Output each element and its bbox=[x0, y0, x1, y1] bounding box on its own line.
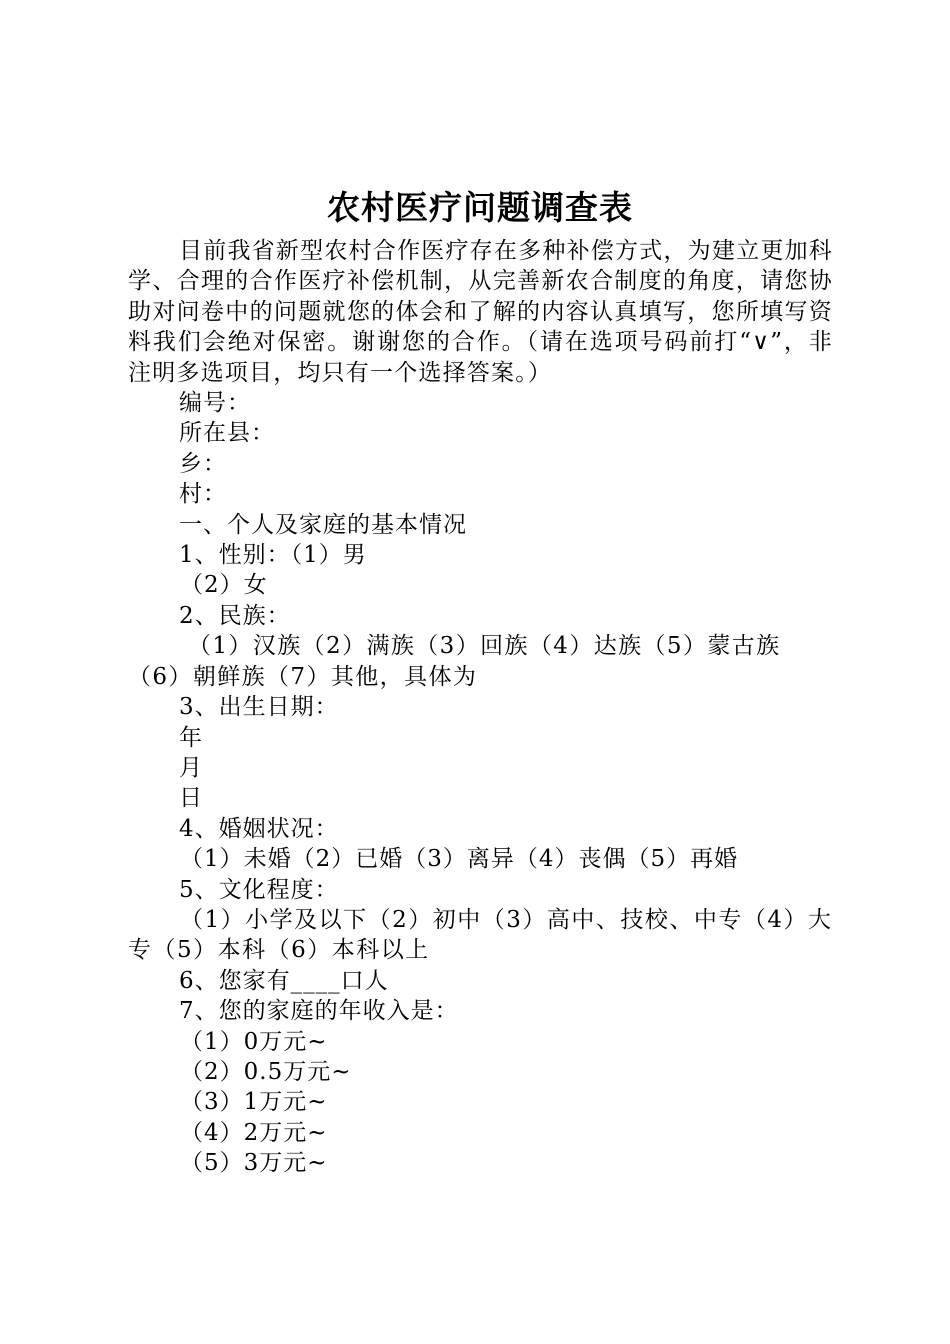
field-village: 村： bbox=[179, 481, 227, 508]
question-income: 7、您的家庭的年收入是： bbox=[179, 998, 459, 1025]
question-ethnicity: 2、民族： bbox=[179, 602, 291, 629]
question-education: 5、文化程度： bbox=[179, 876, 339, 903]
income-option: （1）0万元~ bbox=[180, 1028, 328, 1055]
question-birthdate: 3、出生日期： bbox=[179, 694, 339, 721]
field-township: 乡： bbox=[179, 450, 227, 477]
question-ethnicity-options: （1）汉族（2）满族（3）回族（4）达族（5）蒙古族（6）朝鲜族（7）其他，具体为 bbox=[128, 633, 781, 690]
document-body bbox=[128, 236, 833, 1179]
income-option: （5）3万元~ bbox=[180, 1150, 328, 1177]
question-marital-status-options: （1）未婚（2）已婚（3）离异（4）丧偶（5）再婚 bbox=[180, 846, 739, 873]
document-title: 农村医疗问题调查表 bbox=[327, 188, 633, 227]
question-gender: 1、性别：（1）男 bbox=[179, 542, 367, 569]
question-education-options: （1）小学及以下（2）初中（3）高中、技校、中专（4）大专（5）本科（6）本科以上 bbox=[128, 906, 833, 964]
field-county: 所在县： bbox=[179, 420, 275, 447]
income-option: （2）0.5万元~ bbox=[180, 1058, 352, 1085]
birthdate-month: 月 bbox=[179, 754, 203, 781]
field-number: 编号： bbox=[179, 390, 251, 417]
question-household-size: 6、您家有____口人 bbox=[179, 967, 389, 994]
question-marital-status: 4、婚姻状况： bbox=[179, 815, 339, 842]
income-option: （3）1万元~ bbox=[180, 1089, 328, 1116]
intro-paragraph: 目前我省新型农村合作医疗存在多种补偿方式，为建立更加科学、合理的合作医疗补偿机制，从完善新农合制度的角度，请您协助对问卷中的问题就您的体会和了解的内容认真填写，您所填写资料我们会绝对保密。谢谢您的合作。（请在选项号码前打“∨”，非注明多选项目，均只有一个选择答案。） bbox=[128, 238, 833, 386]
question-gender-option-2: （2）女 bbox=[180, 572, 268, 599]
birthdate-year: 年 bbox=[179, 724, 203, 751]
birthdate-day: 日 bbox=[179, 785, 203, 812]
section-heading: 一、个人及家庭的基本情况 bbox=[179, 511, 467, 538]
income-option: （4）2万元~ bbox=[180, 1119, 328, 1146]
